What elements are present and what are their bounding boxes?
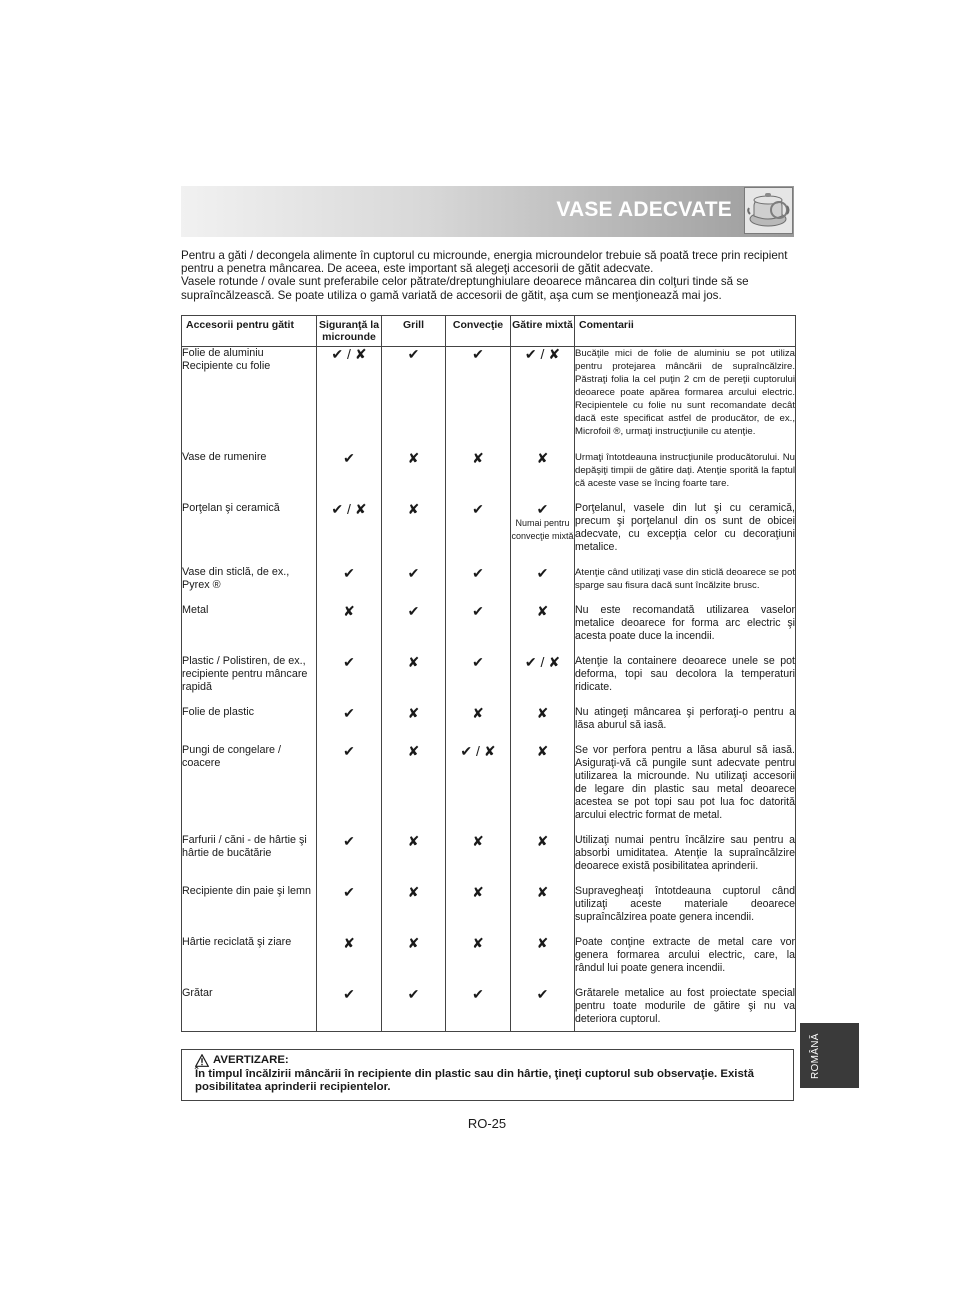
warning-title: AVERTIZARE: <box>213 1054 289 1066</box>
convection-mark: ✘ <box>446 936 511 987</box>
mixed-cooking-mark: ✔ / ✘ <box>524 346 561 362</box>
mixed-cooking-mark: ✔ <box>536 985 549 1002</box>
comment-text: Grătarele metalice au fost proiectate special pentru toate modurile de gătire şi nu va deteriora cuptorul. <box>575 987 796 1032</box>
grill-mark: ✔ <box>382 566 446 604</box>
grill-mark: ✘ <box>382 502 446 566</box>
convection-mark: ✔ / ✘ <box>446 744 511 834</box>
mixed-cooking-note: Numai pentru convecţie mixtă <box>511 517 574 541</box>
microwave-safe-mark: ✔ <box>317 834 382 885</box>
mixed-cooking-cell <box>511 885 575 936</box>
grill-mark: ✘ <box>382 451 446 502</box>
table-row <box>182 834 796 885</box>
convection-mark: ✘ <box>446 885 511 936</box>
intro-paragraph: Vasele rotunde / ovale sunt preferabile celor pătrate/dreptunghiulare deoarece mâncarea din colţuri tinde să se supraîncălzească. Se poate utiliza o gamă variată de accesorii de gătit, aşa cum se menţionează mai jos. <box>181 275 749 302</box>
grill-mark: ✔ <box>382 604 446 655</box>
convection-mark: ✔ <box>446 655 511 706</box>
microwave-safe-mark: ✘ <box>317 604 382 655</box>
grill-mark: ✘ <box>382 936 446 987</box>
accessory-name: Vase de rumenire <box>182 451 317 502</box>
grill-mark: ✔ <box>382 347 446 451</box>
accessory-name: Farfurii / căni - de hârtie şi hârtie de bucătărie <box>182 834 317 885</box>
convection-mark: ✘ <box>446 706 511 744</box>
mixed-cooking-mark: ✘ <box>536 704 549 721</box>
mixed-cooking-mark: ✘ <box>536 449 549 466</box>
language-label: ROMÂNĂ <box>810 1033 821 1079</box>
comment-text: Bucăţile mici de folie de aluminiu se pot utiliza pentru protejarea mâncării de supraîncălzire. Păstraţi folia la cel puţin 2 cm de pereţii cuptorului deoarece poate apărea formarea arcului electric. Recipientele cu folie nu sunt recomandate decât dacă este specificat astfel de producător, de ex., Microfoil ®, urmaţi instrucţiunile cu atenţie. <box>575 347 796 451</box>
accessory-name: Recipiente din paie şi lemn <box>182 885 317 936</box>
microwave-safe-mark: ✔ <box>317 885 382 936</box>
accessory-name: Grătar <box>182 987 317 1032</box>
column-header-accessory: Accesorii pentru gătit <box>182 316 317 347</box>
mixed-cooking-mark: ✔ / ✘ <box>524 653 561 670</box>
mixed-cooking-cell <box>511 451 575 502</box>
convection-mark: ✔ <box>446 566 511 604</box>
comment-text: Poate conţine extracte de metal care vor genera formarea arcului electric, care, la rândul lui poate genera incendii. <box>575 936 796 987</box>
section-header <box>181 186 794 237</box>
accessory-name: Pungi de congelare / coacere <box>182 744 317 834</box>
table-body <box>182 347 796 1032</box>
comment-text: Porţelanul, vasele din lut şi cu ceramică, precum şi porţelanul din os sunt de obicei adecvate, cu excepţia celor cu decoraţiuni metalice. <box>575 502 796 566</box>
column-header-mixed: Gătire mixtă <box>511 316 575 347</box>
comment-text: Atenţie la containere deoarece unele se pot deforma, topi sau decolora la temperaturi ridicate. <box>575 655 796 706</box>
table-row <box>182 347 796 451</box>
grill-mark: ✘ <box>382 655 446 706</box>
mixed-cooking-cell <box>511 604 575 655</box>
comment-text: Nu este recomandată utilizarea vaselor metalice deoarece for forma arc electric şi acesta poate duce la incendii. <box>575 604 796 655</box>
comment-text: Urmaţi întotdeauna instrucţiunile producătorului. Nu depăşiţi timpii de gătire daţi. Atenţie sporită la faptul că aceste vase se încing foarte tare. <box>575 451 796 502</box>
table-row <box>182 706 796 744</box>
column-header-comments: Comentarii <box>575 316 796 347</box>
comment-text: Se vor perfora pentru a lăsa aburul să iasă. Asiguraţi-vă că pungile sunt adecvate pentru utilizarea la microunde. Nu utilizaţi accesorii de legare din plastic sau metal deoarece acestea se pot topi sau pot lua foc datorită arcului electric format de metal. <box>575 744 796 834</box>
table-row <box>182 604 796 655</box>
mixed-cooking-cell <box>511 706 575 744</box>
mixed-cooking-mark: ✘ <box>536 934 549 951</box>
table-row <box>182 566 796 604</box>
microwave-safe-mark: ✔ / ✘ <box>317 347 382 451</box>
section-title: VASE ADECVATE <box>556 198 732 221</box>
grill-mark: ✘ <box>382 706 446 744</box>
microwave-safe-mark: ✔ <box>317 706 382 744</box>
microwave-safe-mark: ✔ <box>317 655 382 706</box>
comment-text: Nu atingeţi mâncarea şi perforaţi-o pentru a lăsa aburul să iasă. <box>575 706 796 744</box>
microwave-safe-mark: ✔ <box>317 744 382 834</box>
accessory-name: Folie de plastic <box>182 706 317 744</box>
convection-mark: ✔ <box>446 347 511 451</box>
table-row <box>182 987 796 1032</box>
comment-text: Supravegheaţi întotdeauna cuptorul când utilizaţi aceste materiale deoarece supraîncălzirea poate genera incendii. <box>575 885 796 936</box>
microwave-safe-mark: ✔ <box>317 987 382 1032</box>
grill-mark: ✘ <box>382 834 446 885</box>
mixed-cooking-cell <box>511 936 575 987</box>
table-row <box>182 655 796 706</box>
language-tab <box>800 1023 859 1088</box>
intro-paragraph: Pentru a găti / decongela alimente în cuptorul cu microunde, energia microundelor trebuie să poată trece prin recipient pentru a penetra mâncarea. De aceea, este important să alegeţi accesorii de gătit adecvate. <box>181 249 788 276</box>
mixed-cooking-cell <box>511 744 575 834</box>
accessory-name: Plastic / Polistiren, de ex., recipiente pentru mâncare rapidă <box>182 655 317 706</box>
mixed-cooking-cell <box>511 834 575 885</box>
warning-icon <box>195 1054 209 1067</box>
mixed-cooking-mark: ✘ <box>536 742 549 759</box>
warning-text: În timpul încălzirii mâncării în recipiente din plastic sau din hârtie, ţineţi cuptorul sub observaţie. Există posibilitatea aprinderii recipientelor. <box>195 1067 754 1093</box>
mixed-cooking-cell <box>511 502 575 566</box>
table-row <box>182 885 796 936</box>
cookware-table <box>181 315 796 1032</box>
convection-mark: ✘ <box>446 834 511 885</box>
column-header-microwave: Siguranţă la microunde <box>317 316 382 347</box>
accessory-name: Porţelan şi ceramică <box>182 502 317 566</box>
mixed-cooking-mark: ✔ <box>536 500 549 517</box>
page-number: RO-25 <box>467 1116 507 1131</box>
grill-mark: ✔ <box>382 987 446 1032</box>
accessory-name: Folie de aluminiu Recipiente cu folie <box>182 347 317 451</box>
mixed-cooking-mark: ✘ <box>536 883 549 900</box>
microwave-safe-mark: ✘ <box>317 936 382 987</box>
intro-text <box>181 249 794 302</box>
table-row <box>182 451 796 502</box>
comment-text: Utilizaţi numai pentru încălzire sau pentru a absorbi umiditatea. Atenţie la supraîncălzire deoarece există posibilitatea aprinderii. <box>575 834 796 885</box>
accessory-name: Hârtie reciclată şi ziare <box>182 936 317 987</box>
mixed-cooking-mark: ✔ <box>536 564 549 581</box>
warning-box <box>181 1049 794 1101</box>
accessory-name: Vase din sticlă, de ex., Pyrex ® <box>182 566 317 604</box>
cookware-icon <box>744 187 793 234</box>
mixed-cooking-cell <box>511 566 575 604</box>
convection-mark: ✔ <box>446 502 511 566</box>
mixed-cooking-mark: ✘ <box>536 602 549 619</box>
mixed-cooking-cell <box>511 987 575 1032</box>
column-header-grill: Grill <box>382 316 446 347</box>
microwave-safe-mark: ✔ <box>317 451 382 502</box>
mixed-cooking-cell <box>511 347 575 451</box>
convection-mark: ✔ <box>446 987 511 1032</box>
table-row <box>182 936 796 987</box>
column-header-convection: Convecţie <box>446 316 511 347</box>
table-header-row <box>182 316 796 347</box>
table-row <box>182 744 796 834</box>
microwave-safe-mark: ✔ / ✘ <box>317 502 382 566</box>
table-row <box>182 502 796 566</box>
grill-mark: ✘ <box>382 744 446 834</box>
convection-mark: ✔ <box>446 604 511 655</box>
convection-mark: ✘ <box>446 451 511 502</box>
accessory-name: Metal <box>182 604 317 655</box>
mixed-cooking-mark: ✘ <box>536 832 549 849</box>
comment-text: Atenţie când utilizaţi vase din sticlă deoarece se pot sparge sau fisura dacă sunt încălzite brusc. <box>575 566 796 604</box>
microwave-safe-mark: ✔ <box>317 566 382 604</box>
grill-mark: ✘ <box>382 885 446 936</box>
mixed-cooking-cell <box>511 655 575 706</box>
